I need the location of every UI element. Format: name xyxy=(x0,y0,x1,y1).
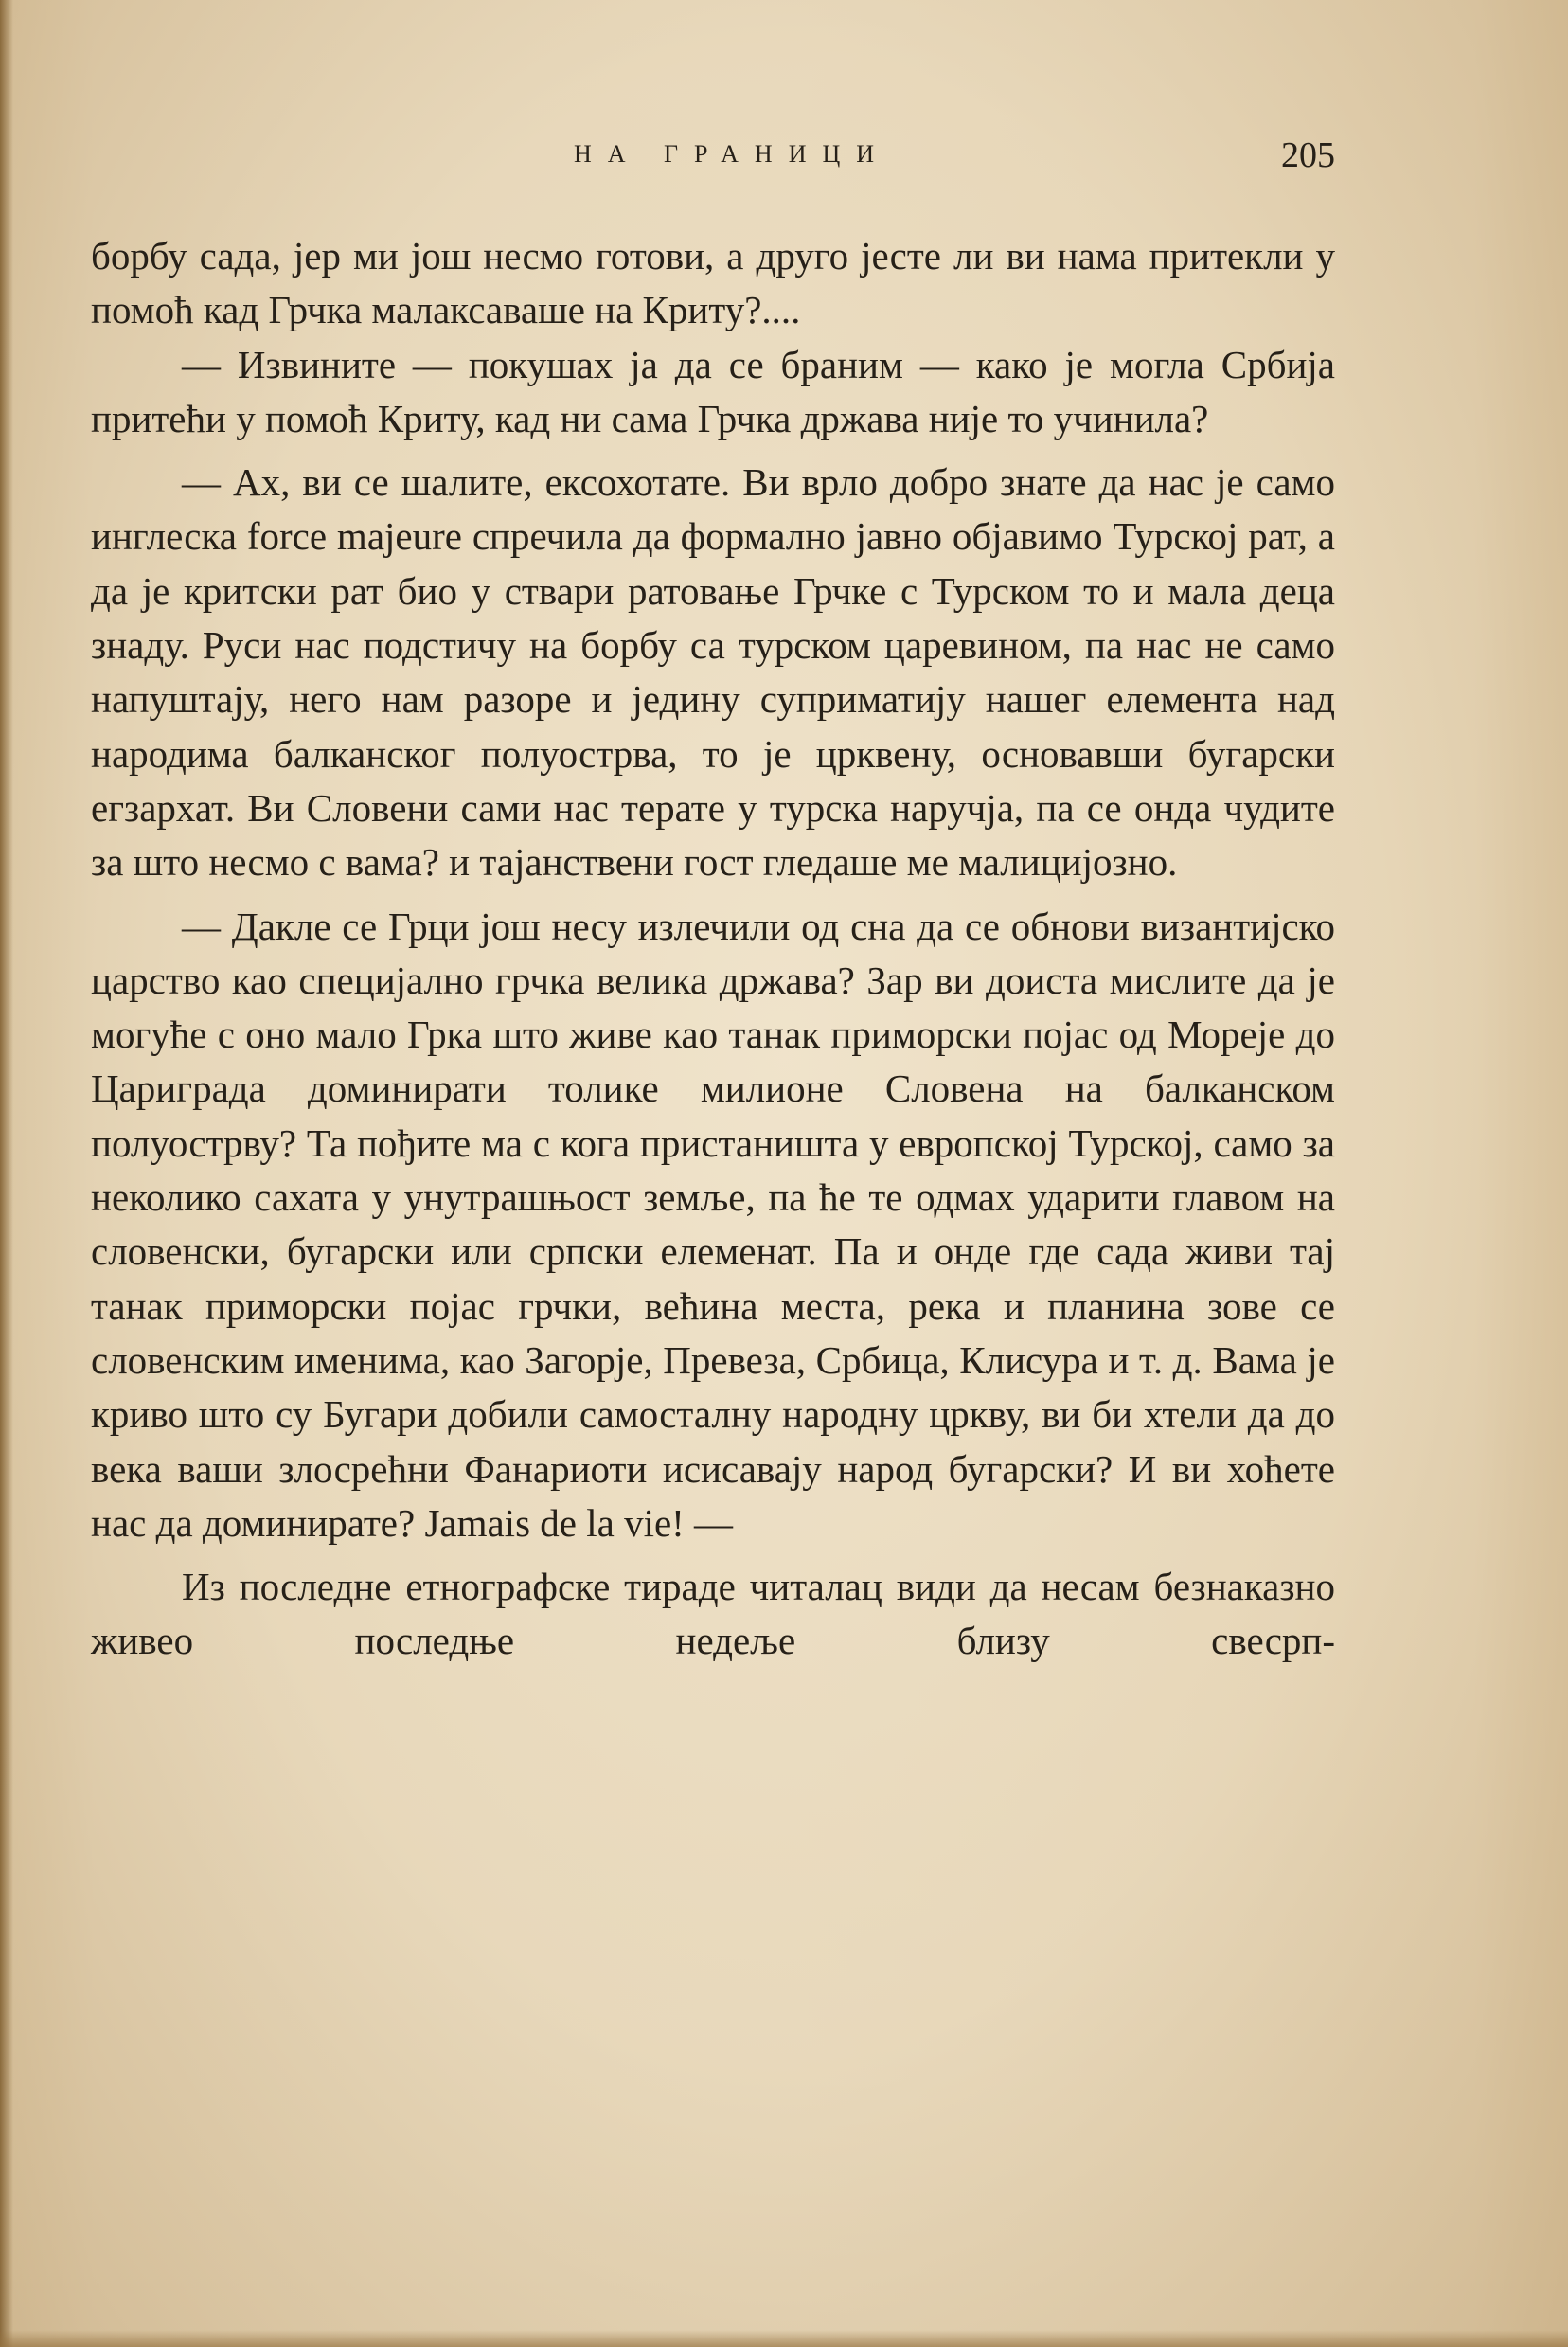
paragraph-3: — Ах, ви се шалите, ексохотате. Ви врло добро знате да нас је само инглеска force majeure спречила да формално јавно објавимо Турској рат, а да је критски рат био у ствари ратовање Грчке с Турском то и мала деца знаду. Руси нас подстичу на борбу са турском царевином, па нас не само напуштају, него нам разоре и једину суприматију нашег елемента над народима балканског полуострва, то је црквену, основавши бугарски егзархат. Ви Словени сами нас терате у турска наручја, па се онда чудите за што несмо с вама? и тајанствени гост гледаше ме малицијозно. xyxy=(91,460,1335,885)
paragraph-2: — Извините — покушах ја да се браним — како је могла Србија притећи у помоћ Криту, кад ни сама Грчка држава није то учинила? xyxy=(91,342,1335,440)
running-head: НА ГРАНИЦИ xyxy=(573,140,891,168)
page-number: 205 xyxy=(1281,135,1335,175)
page-shadow-left xyxy=(0,0,13,2347)
page-header xyxy=(91,135,1335,188)
page-shadow-bottom xyxy=(0,2330,1568,2347)
body-text xyxy=(91,229,1335,1669)
paragraph-5: Из последне етнографске тираде читалац види да несам безнаказно живео последње недеље близу свесрп- xyxy=(91,1565,1335,1663)
paragraph-1: борбу сада, јер ми још несмо готови, а друго јесте ли ви нама притекли у помоћ кад Грчка малаксаваше на Криту?.... xyxy=(91,234,1335,332)
paragraph-4: — Дакле се Грци још несу излечили од сна да се обнови византијско царство као специјално грчка велика држава? Зар ви доиста мислите да је могуће с оно мало Грка што живе као танак приморски појас од Мореје до Цариграда доминирати толике милионе Словена на балканском полуострву? Та пођите ма с кога пристаништа у европској Турској, само за неколико сахата у унутрашњост земље, па ће те одмах ударити главом на словенски, бугарски или српски елеменат. Па и онде где сада живи тај танак приморски појас грчки, већина места, река и планина зове се словенским именима, као Загорје, Превеза, Србица, Клисура и т. д. Вама је криво што су Бугари добили самосталну народну цркву, ви би хтели да до века ваши злосрећни Фанариоти исисавају народ бугарски? И ви хоћете нас да доминирате? Jamais de la vie! — xyxy=(91,904,1335,1545)
